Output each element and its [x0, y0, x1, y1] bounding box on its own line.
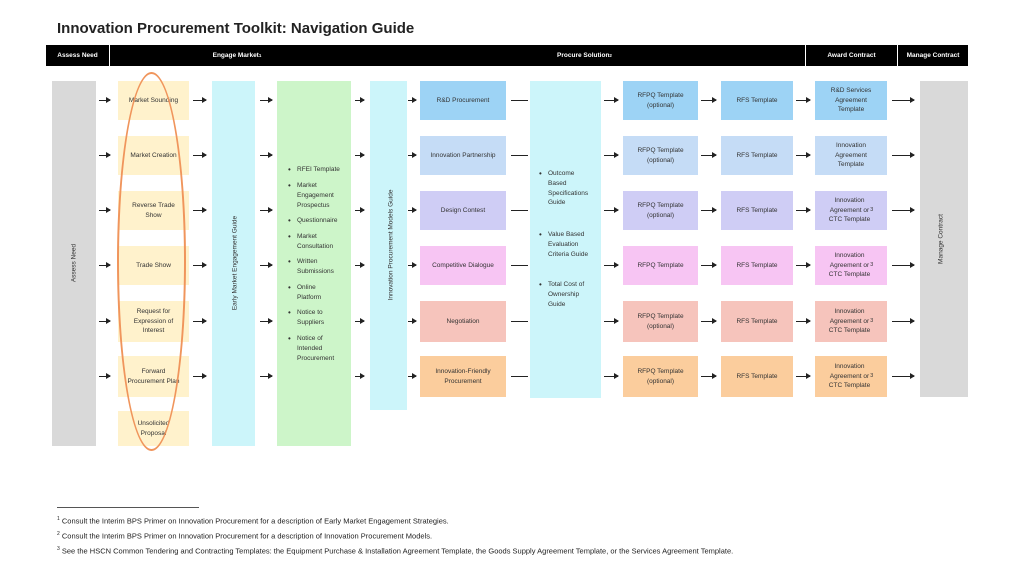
flow-arrow — [193, 155, 206, 156]
flow-arrow — [892, 210, 914, 211]
flow-arrow — [701, 376, 716, 377]
page-title: Innovation Procurement Toolkit: Navigation Guide — [57, 20, 415, 37]
strategy-request-for-expression: Request for Expression of Interest — [118, 301, 189, 342]
flow-arrow — [99, 155, 110, 156]
award-template: Innovation Agreement or CTC Template 3 — [815, 301, 887, 342]
award-template: Innovation Agreement or CTC Template 3 — [815, 356, 887, 397]
rfpq-template: RFPQ Template (optional) — [623, 136, 698, 175]
flow-arrow — [796, 321, 810, 322]
assess-need-label: Assess Need — [70, 243, 78, 283]
footnote-3: $^3$ See the HSCN Common Tendering and Contracting Templates: the Equipment Purchase & Installation Agreement Template, the Goods Supply Agreement Template, or the Services Agreement Template. — [57, 546, 734, 556]
flow-arrow — [796, 265, 810, 266]
phase-assess-need: Assess Need — [57, 52, 98, 59]
flow-arrow — [355, 100, 364, 101]
model-innovation-friendly: Innovation-Friendly Procurement — [420, 356, 506, 397]
award-template: Innovation Agreement or CTC Template 3 — [815, 191, 887, 230]
flow-arrow — [355, 265, 364, 266]
rfs-template: RFS Template — [721, 356, 793, 397]
rfs-template: RFS Template — [721, 81, 793, 120]
flow-connector — [511, 100, 528, 101]
flow-arrow — [260, 210, 272, 211]
strategy-trade-show: Trade Show — [118, 246, 189, 285]
flow-arrow — [260, 100, 272, 101]
flow-arrow — [193, 265, 206, 266]
highlight-oval — [117, 72, 186, 451]
flow-arrow — [408, 321, 416, 322]
flow-arrow — [701, 210, 716, 211]
tool-item: • Notice to Suppliers — [297, 308, 324, 328]
tool-item: • Written Submissions — [297, 257, 334, 277]
flow-arrow — [604, 210, 618, 211]
flow-arrow — [604, 155, 618, 156]
tool-item: • Market Engagement Prospectus — [297, 181, 334, 210]
model-innovation-partnership: Innovation Partnership — [420, 136, 506, 175]
flow-arrow — [193, 210, 206, 211]
flow-arrow — [99, 321, 110, 322]
flow-arrow — [260, 321, 272, 322]
guide-item: • Outcome Based Specifications Guide — [548, 169, 588, 208]
flow-connector — [511, 376, 528, 377]
rfpq-template: RFPQ Template (optional) — [623, 191, 698, 230]
award-template: R&D Services Agreement Template — [815, 81, 887, 120]
award-template: Innovation Agreement Template — [815, 136, 887, 175]
flow-arrow — [796, 155, 810, 156]
flow-arrow — [604, 100, 618, 101]
tool-item: • Market Consultation — [297, 232, 333, 252]
flow-arrow — [604, 265, 618, 266]
flow-arrow — [193, 321, 206, 322]
rfpq-template: RFPQ Template (optional) — [623, 356, 698, 397]
flow-arrow — [355, 155, 364, 156]
flow-arrow — [355, 210, 364, 211]
flow-arrow — [408, 376, 416, 377]
early-market-guide-label: Early Market Engagement Guide — [231, 215, 239, 311]
strategy-market-sounding: Market Sounding — [118, 81, 189, 120]
models-guide-label: Innovation Procurement Models Guide — [387, 189, 395, 301]
strategy-forward-procurement-plan: Forward Procurement Plan — [118, 356, 189, 397]
flow-arrow — [892, 376, 914, 377]
flow-connector — [511, 265, 528, 266]
flow-arrow — [260, 376, 272, 377]
guide-item: • Total Cost of Ownership Guide — [548, 280, 584, 309]
footnote-2: $^2$ Consult the Interim BPS Primer on Innovation Procurement for a description of Innovation Procurement Models. — [57, 531, 433, 541]
flow-arrow — [701, 265, 716, 266]
footnote-1: $^1$ Consult the Interim BPS Primer on Innovation Procurement for a description of Early Market Engagement Strategies. — [57, 516, 449, 526]
flow-arrow — [260, 265, 272, 266]
flow-arrow — [701, 321, 716, 322]
flow-arrow — [892, 321, 914, 322]
rfs-template: RFS Template — [721, 246, 793, 285]
phase-manage-contract: Manage Contract — [906, 52, 960, 59]
flow-arrow — [796, 100, 810, 101]
flow-arrow — [99, 376, 110, 377]
rfs-template: RFS Template — [721, 136, 793, 175]
phase-procure-solution: Procure Solution 2 — [557, 52, 612, 59]
tool-item: • Questionnaire — [297, 216, 337, 226]
flow-connector — [511, 321, 528, 322]
flow-connector — [511, 155, 528, 156]
flow-arrow — [604, 321, 618, 322]
flow-arrow — [408, 210, 416, 211]
flow-arrow — [355, 321, 364, 322]
model-competitive-dialogue: Competitive Dialogue — [420, 246, 506, 285]
strategy-unsolicited-proposal: Unsolicited Proposal — [118, 411, 189, 446]
model-rd-procurement: R&D Procurement — [420, 81, 506, 120]
rfpq-template: RFPQ Template (optional) — [623, 301, 698, 342]
rfs-template: RFS Template — [721, 191, 793, 230]
tool-item: • Online Platform — [297, 283, 321, 303]
flow-arrow — [796, 210, 810, 211]
manage-contract-label: Manage Contract — [937, 214, 945, 264]
flow-arrow — [892, 265, 914, 266]
flow-arrow — [892, 155, 914, 156]
flow-arrow — [701, 155, 716, 156]
flow-arrow — [260, 155, 272, 156]
rfpq-template: RFPQ Template (optional) — [623, 81, 698, 120]
strategy-reverse-trade-show: Reverse Trade Show — [118, 191, 189, 230]
flow-arrow — [408, 100, 416, 101]
phase-award-contract: Award Contract — [827, 52, 876, 59]
model-design-contest: Design Contest — [420, 191, 506, 230]
strategy-market-creation: Market Creation — [118, 136, 189, 175]
rfpq-template: RFPQ Template — [623, 246, 698, 285]
flow-arrow — [99, 265, 110, 266]
tool-item: • Notice of Intended Procurement — [297, 334, 334, 363]
flow-arrow — [796, 376, 810, 377]
award-template: Innovation Agreement or CTC Template 3 — [815, 246, 887, 285]
flow-arrow — [99, 210, 110, 211]
flow-arrow — [892, 100, 914, 101]
flow-arrow — [701, 100, 716, 101]
phase-engage-market: Engage Market 1 — [212, 52, 262, 59]
flow-arrow — [193, 100, 206, 101]
tool-item: • RFEI Template — [297, 165, 340, 175]
flow-arrow — [355, 376, 364, 377]
rfs-template: RFS Template — [721, 301, 793, 342]
flow-arrow — [193, 376, 206, 377]
flow-connector — [511, 210, 528, 211]
model-negotiation: Negotiation — [420, 301, 506, 342]
flow-arrow — [604, 376, 618, 377]
guide-item: • Value Based Evaluation Criteria Guide — [548, 230, 588, 259]
footnote-divider — [57, 507, 199, 508]
flow-arrow — [99, 100, 110, 101]
flow-arrow — [408, 265, 416, 266]
flow-arrow — [408, 155, 416, 156]
